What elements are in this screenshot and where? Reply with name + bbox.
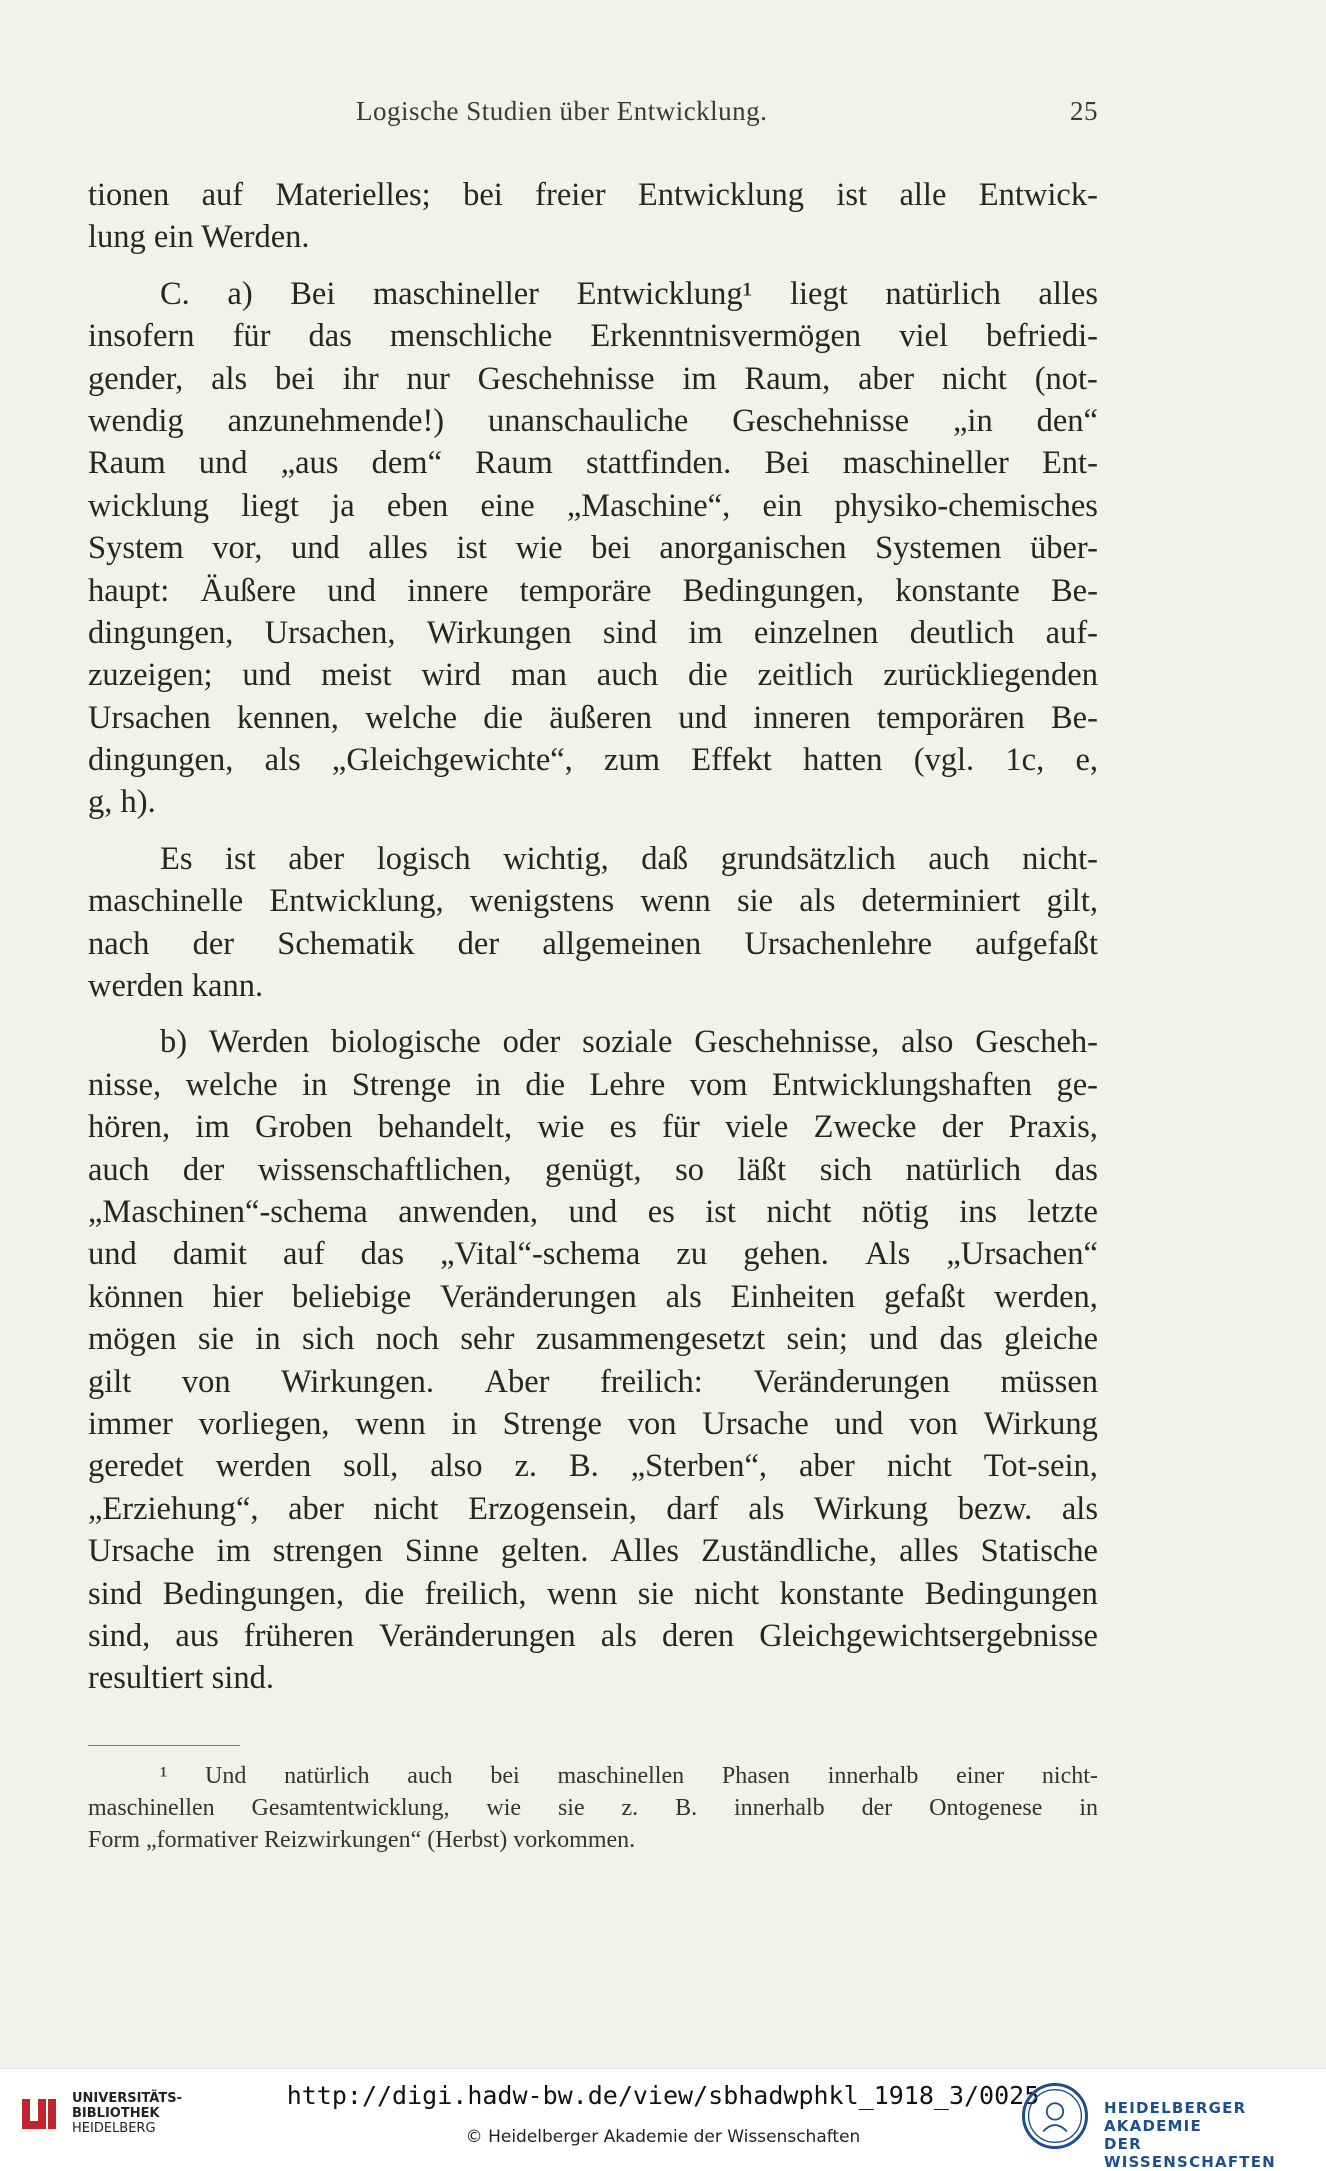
- text-line: insofern für das menschliche Erkenntnisvermögen viel befriedi-: [88, 318, 1098, 355]
- text-line: und damit auf das „Vital“-schema zu gehen. Als „Ursachen“: [88, 1236, 1098, 1273]
- footnote-line: ¹ Und natürlich auch bei maschinellen Phasen innerhalb einer nicht-: [160, 1763, 1098, 1789]
- text-line: immer vorliegen, wenn in Strenge von Ursache und von Wirkung: [88, 1405, 1098, 1442]
- text-line: gilt von Wirkungen. Aber freilich: Veränderungen müssen: [88, 1363, 1098, 1400]
- text-line: nisse, welche in Strenge in die Lehre vom Entwicklungshaften ge-: [88, 1066, 1098, 1103]
- text-line: C. a) Bei maschineller Entwicklung¹ liegt natürlich alles: [160, 275, 1098, 312]
- text-line: sind, aus früheren Veränderungen als deren Gleichgewichtsergebnisse: [88, 1617, 1098, 1654]
- text-line: System vor, und alles ist wie bei anorganischen Systemen über-: [88, 530, 1098, 567]
- text-line: Ursache im strengen Sinne gelten. Alles Zuständliche, alles Statische: [88, 1533, 1098, 1570]
- text-line: dingungen, Ursachen, Wirkungen sind im einzelnen deutlich auf-: [88, 614, 1098, 651]
- text-line: hören, im Groben behandelt, wie es für viele Zwecke der Praxis,: [88, 1109, 1098, 1146]
- text-line: werden kann.: [88, 968, 264, 1005]
- footnote: [88, 1760, 1098, 1856]
- permalink-url[interactable]: http://digi.hadw-bw.de/view/sbhadwphkl_1918_3/0025: [286, 2081, 1040, 2110]
- text-line: mögen sie in sich noch sehr zusammengesetzt sein; und das gleiche: [88, 1321, 1098, 1358]
- text-line: geredet werden soll, also z. B. „Sterben“, aber nicht Tot-sein,: [88, 1448, 1098, 1485]
- text-line: können hier beliebige Veränderungen als Einheiten gefaßt werden,: [88, 1278, 1098, 1315]
- text-line: dingungen, als „Gleichgewichte“, zum Effekt hatten (vgl. 1c, e,: [88, 742, 1098, 779]
- text-line: tionen auf Materielles; bei freier Entwicklung ist alle Entwick-: [88, 177, 1098, 213]
- text-line: maschinelle Entwicklung, wenigstens wenn sie als determiniert gilt,: [88, 883, 1098, 920]
- text-line: „Maschinen“-schema anwenden, und es ist nicht nötig ins letzte: [88, 1193, 1098, 1230]
- footnote-line: maschinellen Gesamtentwicklung, wie sie z. B. innerhalb der Ontogenese in: [88, 1795, 1098, 1821]
- text-line: g, h).: [88, 784, 156, 821]
- text-line: zuzeigen; und meist wird man auch die zeitlich zurückliegenden: [88, 657, 1098, 694]
- viewer-footer: [0, 2068, 1326, 2171]
- text-line: nach der Schematik der allgemeinen Ursachenlehre aufgefaßt: [88, 925, 1098, 962]
- paragraph: [88, 273, 1098, 824]
- text-line: Raum und „aus dem“ Raum stattfinden. Bei maschineller Ent-: [88, 445, 1098, 482]
- academy-seal-icon: [1022, 2083, 1088, 2149]
- text-line: b) Werden biologische oder soziale Geschehnisse, also Gescheh-: [160, 1024, 1098, 1061]
- paragraph: [88, 174, 1098, 259]
- academy-name: HEIDELBERGER AKADEMIE DER WISSENSCHAFTEN: [1104, 2099, 1276, 2171]
- academy-logo[interactable]: [1022, 2081, 1312, 2171]
- text-line: wicklung liegt ja eben eine „Maschine“, ein physiko-chemisches: [88, 487, 1098, 524]
- paragraph: [88, 838, 1098, 1008]
- text-line: haupt: Äußere und innere temporäre Bedingungen, konstante Be-: [88, 572, 1098, 609]
- university-library-name: UNIVERSITÄTS- BIBLIOTHEK HEIDELBERG: [72, 2091, 182, 2136]
- running-title: Logische Studien über Entwicklung.: [356, 96, 768, 126]
- text-line: Ursachen kennen, welche die äußeren und inneren temporären Be-: [88, 699, 1098, 736]
- page-number: 25: [1070, 96, 1098, 126]
- copyright-notice: © Heidelberger Akademie der Wissenschaften: [465, 2127, 861, 2147]
- paragraph: [88, 1021, 1098, 1699]
- text-line: lung ein Werden.: [88, 219, 310, 256]
- text-line: wendig anzunehmende!) unanschauliche Geschehnisse „in den“: [88, 402, 1098, 439]
- text-line: sind Bedingungen, die freilich, wenn sie nicht konstante Bedingungen: [88, 1575, 1098, 1612]
- body-text: [88, 174, 1098, 1700]
- footnote-line: Form „formativer Reizwirkungen“ (Herbst) vorkommen.: [88, 1827, 636, 1853]
- text-line: gender, als bei ihr nur Geschehnisse im Raum, aber nicht (not-: [88, 360, 1098, 397]
- footnote-rule: [88, 1745, 240, 1746]
- text-line: „Erziehung“, aber nicht Erzogensein, darf als Wirkung bezw. als: [88, 1490, 1098, 1527]
- text-line: Es ist aber logisch wichtig, daß grundsätzlich auch nicht-: [160, 840, 1098, 877]
- text-line: auch der wissenschaftlichen, genügt, so läßt sich natürlich das: [88, 1151, 1098, 1188]
- text-line: resultiert sind.: [88, 1660, 274, 1697]
